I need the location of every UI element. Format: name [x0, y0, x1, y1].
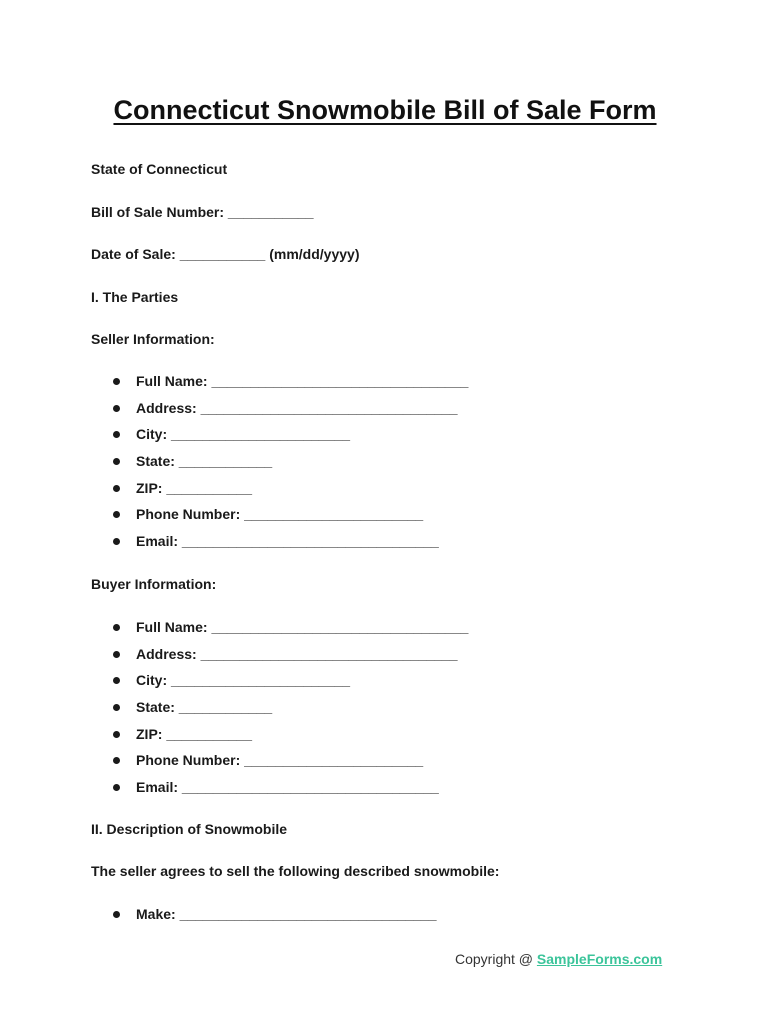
- buyer-heading: Buyer Information:: [91, 576, 217, 592]
- bullet-icon: [113, 677, 120, 684]
- seller-phone-field: Phone Number: _______________________: [136, 506, 424, 523]
- buyer-field-list: [91, 619, 469, 806]
- list-item: [91, 479, 252, 507]
- bill-number-field: Bill of Sale Number: ___________: [91, 204, 314, 220]
- date-of-sale-field: Date of Sale: ___________ (mm/dd/yyyy): [91, 246, 360, 262]
- bullet-icon: [113, 911, 120, 918]
- agreement-statement: The seller agrees to sell the following described snowmobile:: [91, 863, 500, 879]
- seller-heading: Seller Information:: [91, 331, 215, 347]
- description-field-list: [91, 906, 437, 933]
- bullet-icon: [113, 511, 120, 518]
- list-item: [91, 752, 424, 779]
- bullet-icon: [113, 431, 120, 438]
- list-item: [91, 506, 424, 533]
- bullet-icon: [113, 784, 120, 791]
- section-heading-description: II. Description of Snowmobile: [91, 821, 288, 837]
- list-item: [91, 779, 439, 806]
- bullet-icon: [113, 651, 120, 658]
- bullet-icon: [113, 485, 120, 492]
- buyer-email-field: Email: _________________________________: [136, 779, 439, 796]
- bullet-icon: [113, 378, 120, 385]
- list-item: [91, 619, 469, 646]
- seller-city-field: City: _______________________: [136, 426, 351, 443]
- list-item: [91, 906, 437, 933]
- buyer-phone-field: Phone Number: _______________________: [136, 752, 424, 769]
- buyer-city-field: City: _______________________: [136, 672, 351, 689]
- list-item: [91, 533, 439, 560]
- buyer-address-field: Address: _________________________________: [136, 645, 458, 662]
- list-item: [91, 453, 273, 480]
- list-item: [91, 672, 351, 699]
- list-item: [91, 699, 273, 726]
- buyer-full-name-field: Full Name: _________________________________: [136, 619, 469, 635]
- copyright-text: Copyright @: [455, 951, 537, 967]
- seller-state-field: State: ____________: [136, 453, 273, 470]
- section-heading-parties: I. The Parties: [91, 289, 179, 305]
- list-item: [91, 725, 252, 753]
- bullet-icon: [113, 458, 120, 465]
- bullet-icon: [113, 405, 120, 412]
- seller-full-name-field: Full Name: _________________________________: [136, 373, 469, 389]
- list-item: [91, 645, 458, 673]
- bullet-icon: [113, 757, 120, 764]
- make-field: Make: _________________________________: [136, 906, 437, 922]
- list-item: [91, 426, 351, 453]
- seller-address-field: Address: _________________________________: [136, 399, 458, 416]
- bullet-icon: [113, 538, 120, 545]
- bullet-icon: [113, 624, 120, 631]
- list-item: [91, 373, 469, 400]
- buyer-zip-field: ZIP: ___________: [136, 725, 252, 742]
- state-line: State of Connecticut: [91, 161, 228, 177]
- page-title: Connecticut Snowmobile Bill of Sale Form: [113, 95, 657, 125]
- seller-email-field: Email: _________________________________: [136, 533, 439, 550]
- bullet-icon: [113, 704, 120, 711]
- list-item: [91, 399, 458, 427]
- bullet-icon: [113, 731, 120, 738]
- buyer-state-field: State: ____________: [136, 699, 273, 716]
- sampleforms-link[interactable]: SampleForms.com: [536, 951, 663, 967]
- seller-zip-field: ZIP: ___________: [136, 479, 252, 496]
- seller-field-list: [91, 373, 469, 560]
- copyright-footer: [455, 951, 662, 967]
